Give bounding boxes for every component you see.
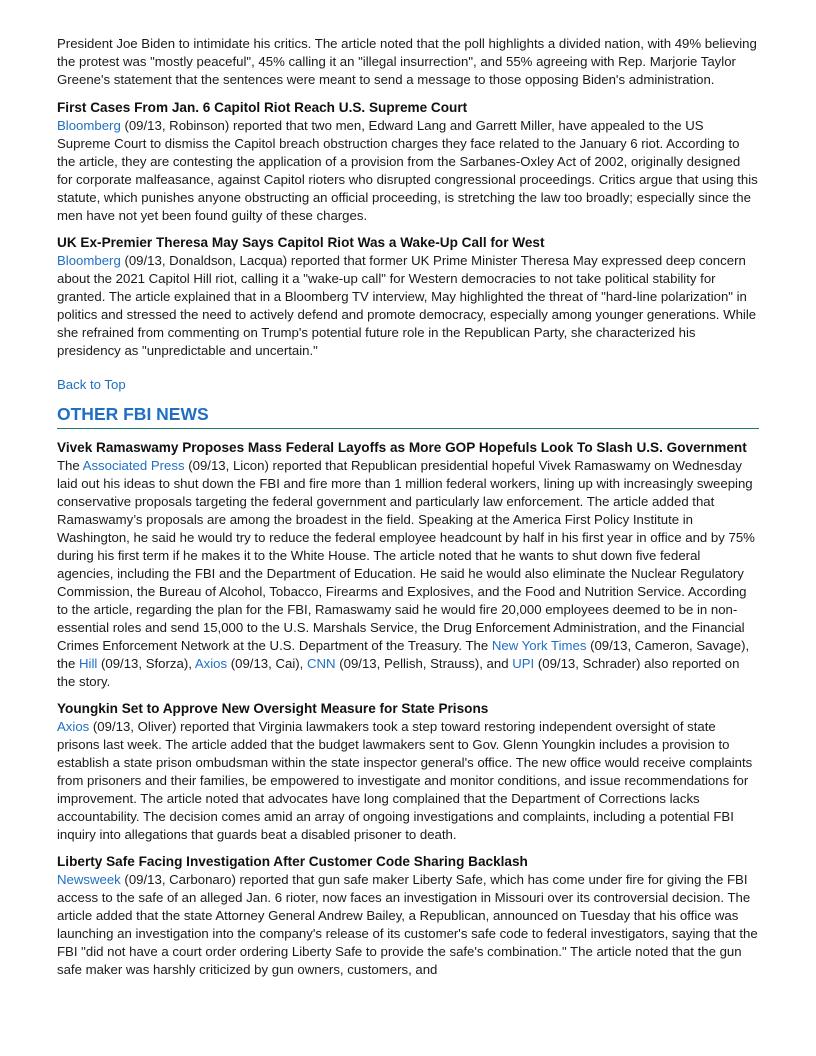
- source-link[interactable]: Newsweek: [57, 872, 121, 887]
- newsletter-content: [57, 35, 759, 988]
- article-body: [57, 252, 759, 360]
- article-text: (09/13, Sforza),: [97, 656, 195, 671]
- source-link-nyt[interactable]: New York Times: [491, 638, 587, 653]
- article-headline: UK Ex-Premier Theresa May Says Capitol Riot Was a Wake-Up Call for West: [57, 235, 545, 250]
- article-headline: First Cases From Jan. 6 Capitol Riot Reach U.S. Supreme Court: [57, 100, 468, 115]
- article-supreme-court: [57, 99, 759, 225]
- article-youngkin: [57, 700, 759, 844]
- article-ramaswamy: [57, 439, 759, 691]
- article-body: [57, 718, 759, 844]
- article-headline: Liberty Safe Facing Investigation After Customer Code Sharing Backlash: [57, 854, 528, 869]
- source-link[interactable]: Axios: [57, 719, 90, 734]
- back-to-top-link[interactable]: Back to Top: [57, 377, 126, 392]
- article-liberty-safe: [57, 853, 759, 979]
- source-link-axios[interactable]: Axios: [194, 656, 228, 671]
- article-theresa-may: [57, 234, 759, 360]
- article-headline: Youngkin Set to Approve New Oversight Measure for State Prisons: [57, 701, 489, 716]
- source-link-upi[interactable]: UPI: [512, 656, 535, 671]
- article-body: [57, 457, 759, 691]
- source-link-cnn[interactable]: CNN: [306, 656, 336, 671]
- article-text: (09/13, Pellish, Strauss), and: [335, 656, 513, 671]
- article-text: (09/13, Carbonaro) reported that gun safe maker Liberty Safe, which has come under fire for giving the FBI access to the safe of an alleged Jan. 6 rioter, now faces an investigation in Missouri over its controversial decision. The article added that the state Attorney General Andrew Bailey, a Republican, announced on Tuesday that his office was launching an investigation into the company's release of its customer's safe code to federal investigators, saying that the FBI "did not have a court order ordering Liberty Safe to provide the safe's combination." The article noted that the gun safe maker was harshly criticized by gun owners, customers, and: [57, 872, 758, 977]
- article-text: (09/13, Schrader) also reported on the story.: [57, 656, 740, 689]
- source-link[interactable]: Bloomberg: [57, 253, 121, 268]
- article-text: (09/13, Oliver) reported that Virginia lawmakers took a step toward restoring independent oversight of state prisons last week. The article added that the budget lawmakers sent to Gov. Glenn Youngkin includes a provision to establish a state prison ombudsman within the state inspector general's office. The new office would receive complaints from prisoners and their families, be empowered to investigate and monitor conditions, and issue recommendations for improvement. The article noted that advocates have long complained that the Department of Corrections lacks accountability. The decision comes amid an array of ongoing investigations and complaints, including a potential FBI inquiry into allegations that guards beat a disabled prisoner to death.: [57, 719, 753, 842]
- article-text: (09/13, Donaldson, Lacqua) reported that former UK Prime Minister Theresa May expressed deep concern about the 2021 Capitol Hill riot, calling it a "wake-up call" for Western democracies to not take political stability for granted. The article explained that in a Bloomberg TV interview, May highlighted the threat of "hard-line polarization" in politics and stressed the need to actively defend and promote democracy, especially among younger generations. While she refrained from commenting on Trump's potential future role in the Republican Party, she characterized his presidency as "unpredictable and uncertain.": [57, 253, 757, 358]
- source-link-ap[interactable]: Associated Press: [82, 458, 185, 473]
- article-text: The: [57, 458, 83, 473]
- article-headline: Vivek Ramaswamy Proposes Mass Federal Layoffs as More GOP Hopefuls Look To Slash U.S. Government: [57, 440, 747, 455]
- section-title: OTHER FBI NEWS: [57, 402, 759, 429]
- article-text: (09/13, Robinson) reported that two men, Edward Lang and Garrett Miller, have appealed to the US Supreme Court to dismiss the Capitol breach obstruction charges they face related to the January 6 riot. According to the article, they are contesting the application of a provision from the Sarbanes-Oxley Act of 2002, originally designed for corporate malfeasance, against Capitol rioters who disrupted congressional proceedings. Critics argue that using this statute, which punishes anyone obstructing an official proceeding, is stretching the law too broadly; especially since the men have not yet been found guilty of these charges.: [57, 118, 758, 223]
- article-body: [57, 117, 759, 225]
- article-text: (09/13, Cai),: [227, 656, 307, 671]
- source-link-hill[interactable]: Hill: [79, 656, 98, 671]
- source-link[interactable]: Bloomberg: [57, 118, 121, 133]
- intro-paragraph: President Joe Biden to intimidate his critics. The article noted that the poll highlights a divided nation, with 49% believing the protest was "mostly peaceful", 45% calling it an "illegal insurrection", and 55% agreeing with Rep. Marjorie Taylor Greene's statement that the sentences were meant to send a message to those opposing Biden's administration.: [57, 36, 757, 87]
- article-text: (09/13, Cameron, Savage), the: [57, 638, 750, 671]
- article-body: [57, 871, 759, 979]
- article-text: (09/13, Licon) reported that Republican presidential hopeful Vivek Ramaswamy on Wednesday laid out his ideas to shut down the FBI and fire more than 1 million federal workers, lining up with increasingly sweeping conservative proposals targeting the federal government and particularly law enforcement. The article added that Ramaswamy’s proposals are among the broadest in the field. Speaking at the America First Policy Institute in Washington, he said he would try to reduce the federal employee headcount by half in his first year in office and by 75% during his first term if he makes it to the White House. The article noted that he wants to shut down five federal agencies, including the FBI and the Department of Education. He said he would also eliminate the Nuclear Regulatory Commission, the Bureau of Alcohol, Tobacco, Firearms and Explosives, and the Food and Nutrition Service. According to the article, regarding the plan for the FBI, Ramaswamy said he would fire 20,000 employees deemed to be in non-essential roles and send 15,000 to the U.S. Marshals Service, the Drug Enforcement Administration, and the Financial Crimes Enforcement Network at the U.S. Department of the Treasury. The: [57, 458, 755, 653]
